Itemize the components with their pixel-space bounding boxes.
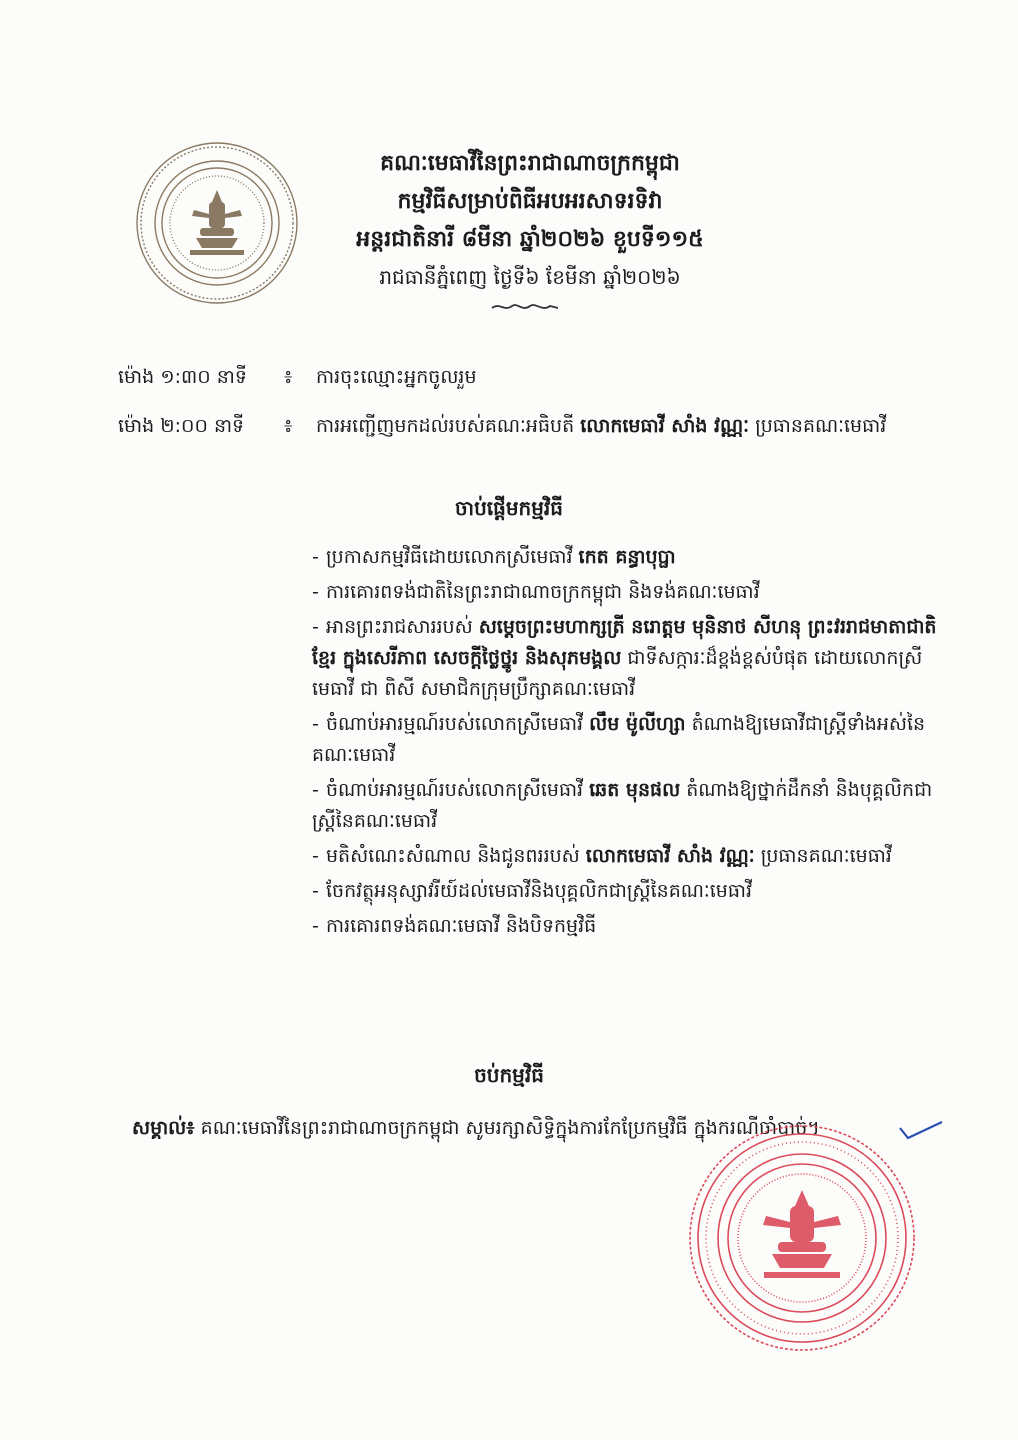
event-title: អន្តរជាតិនារី ៨មីនា ឆ្នាំ២០២៦ ខួបទី១១៥ (356, 227, 704, 252)
item-text: ចំណាប់អារម្មណ៍របស់លោកស្រីមេធាវី (326, 779, 590, 801)
bullet-dash: - (312, 546, 319, 568)
list-item (312, 841, 942, 872)
list-item (312, 709, 942, 771)
schedule-description: ការចុះឈ្មោះអ្នកចូលរួម (316, 366, 477, 388)
list-item (312, 911, 942, 942)
program-items-list (312, 542, 942, 946)
item-person-name: ឆេត មុនផល (589, 779, 681, 801)
item-text: ជាទីសក្ការៈដ៏ខ្ពង់ខ្ពស់បំផុត ដោយលោកស្រីមេធាវី ជា ពិសី សមាជិកក្រុមប្រឹក្សាគណៈមេធាវី (312, 647, 923, 700)
note-text: គណៈមេធាវីនៃព្រះរាជាណាចក្រកម្ពុជា សូមរក្សាសិទ្ធិក្នុងការកែប្រែកម្មវិធី ក្នុងករណីចាំបាច់។ (194, 1117, 820, 1139)
item-text: ចំណាប់អារម្មណ៍របស់លោកស្រីមេធាវី (326, 713, 590, 735)
item-text: តំណាងឱ្យមេធាវីជាស្ត្រីទាំងអស់នៃគណៈមេធាវី (312, 713, 926, 766)
section-heading-end: ចប់កម្មវិធី (474, 1063, 544, 1087)
list-item (312, 876, 942, 907)
decorative-ornament-icon (490, 300, 560, 314)
bullet-dash: - (312, 915, 319, 937)
bar-association-seal-stamp (686, 1122, 918, 1354)
bullet-dash: - (312, 779, 319, 801)
item-text: តំណាងឱ្យថ្នាក់ដឹកនាំ និងបុគ្គលិកជាស្ត្រីនៃគណៈមេធាវី (312, 779, 933, 832)
description-text: ការអញ្ជើញមកដល់របស់គណៈអធិបតី (316, 415, 581, 437)
list-item (312, 612, 942, 705)
note-label: សម្គាល់៖ (132, 1117, 195, 1139)
document-header (300, 145, 760, 295)
schedule-description (316, 410, 941, 442)
item-person-name: សម្តេចព្រះមហាក្សត្រី នរោត្តម មុនិនាថ សីហនុ ព្រះវររាជមាតាជាតិខ្មែរ ក្នុងសេរីភាព សេចក្តីថ្លៃថ្នូរ និងសុភមង្គល (312, 616, 937, 669)
item-text: អានព្រះរាជសាររបស់ (326, 616, 479, 638)
bullet-dash: - (312, 616, 319, 638)
item-text: ការគោរពទង់គណៈមេធាវី និងបិទកម្មវិធី (326, 915, 597, 937)
list-item (312, 577, 942, 608)
list-item (312, 775, 942, 837)
bullet-dash: - (312, 581, 319, 603)
bar-association-seal-top (134, 140, 300, 306)
schedule-time: ម៉ោង ២:០០ នាទី (118, 415, 245, 437)
bullet-dash: - (312, 880, 319, 902)
item-text: ចែកវត្ថុអនុស្សាវរីយ៍ដល់មេធាវីនិងបុគ្គលិកជាស្ត្រីនៃគណៈមេធាវី (326, 880, 752, 902)
honoree-name: លោកមេធាវី សាំង វណ្ណៈ (580, 415, 750, 437)
schedule-separator: ៖ (284, 366, 293, 388)
document-date: រាជធានីភ្នំពេញ ថ្ងៃទី៦ ខែមីនា ឆ្នាំ២០២៦ (379, 265, 681, 289)
organization-title: គណៈមេធាវីនៃព្រះរាជាណាចក្រកម្ពុជា (380, 151, 680, 176)
item-person-name: លឹម ម៉ូលីហ្សា (589, 713, 686, 735)
item-text: ប្រកាសកម្មវិធីដោយលោកស្រីមេធាវី (326, 546, 579, 568)
bullet-dash: - (312, 713, 319, 735)
description-text: ប្រធានគណៈមេធាវី (749, 415, 887, 437)
section-heading-start: ចាប់ផ្តើមកម្មវិធី (455, 496, 563, 520)
schedule-separator: ៖ (284, 415, 293, 437)
bullet-dash: - (312, 845, 319, 867)
list-item (312, 542, 942, 573)
item-text: ប្រធានគណៈមេធាវី (754, 845, 892, 867)
schedule-time: ម៉ោង ១:៣០ នាទី (118, 366, 247, 388)
item-person-name: លោកមេធាវី សាំង វណ្ណៈ (585, 845, 755, 867)
item-text: ការគោរពទង់ជាតិនៃព្រះរាជាណាចក្រកម្ពុជា និងទង់គណៈមេធាវី (326, 581, 760, 603)
item-text: មតិសំណេះសំណាល និងជូនពររបស់ (326, 845, 586, 867)
item-person-name: កេត គន្ធាបុប្ផា (578, 546, 676, 568)
program-title: កម្មវិធីសម្រាប់ពិធីអបអរសាទរទិវា (397, 189, 663, 214)
